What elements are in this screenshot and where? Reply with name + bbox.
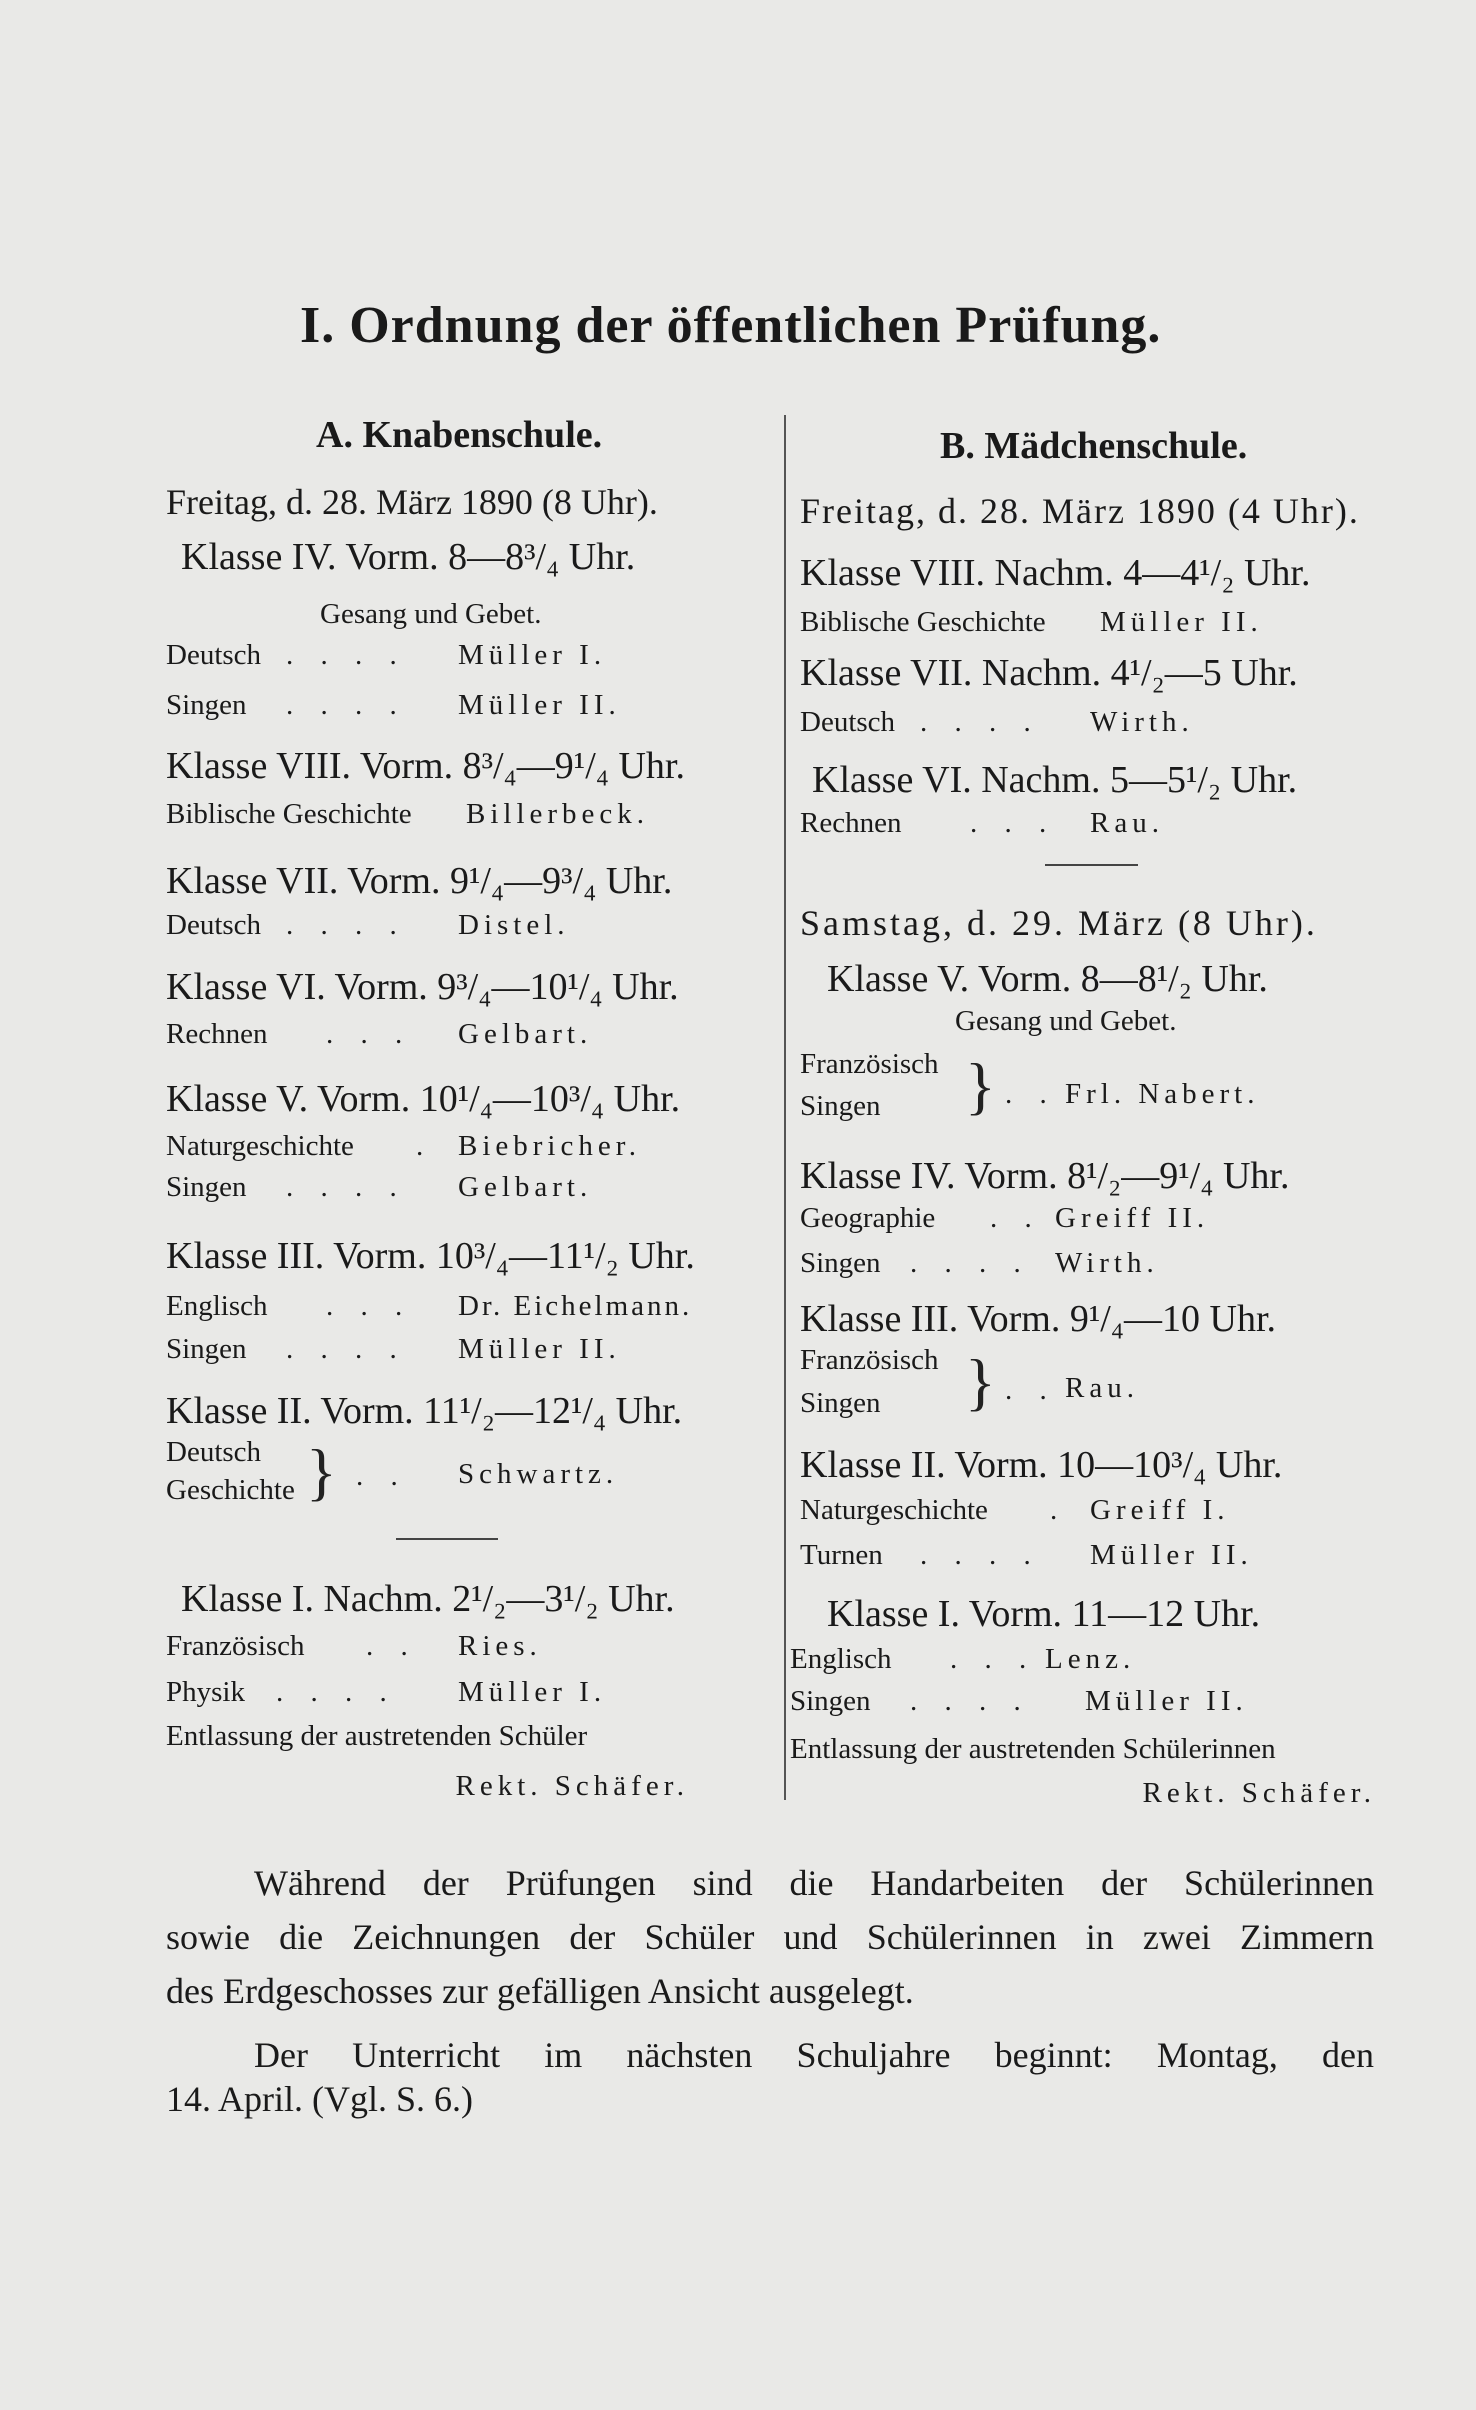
subject-row [800, 1541, 1400, 1570]
subject: Singen [800, 1247, 881, 1279]
teacher: Müller II. [1085, 1685, 1248, 1717]
subject-row [800, 608, 1400, 637]
dot-leader: . [1050, 1494, 1068, 1526]
subject: Englisch [790, 1643, 892, 1675]
subject-row [166, 1335, 766, 1364]
class-heading: Klasse VIII. Vorm. 8³/₄—9¹/₄ Uhr. [166, 745, 685, 787]
class-heading: Klasse VII. Nachm. 4¹/₂—5 Uhr. [800, 652, 1298, 694]
dot-leader: . [416, 1130, 434, 1162]
subject-row [166, 1678, 766, 1707]
teacher: Wirth. [1055, 1247, 1159, 1279]
dot-leader: . . . [950, 1643, 1037, 1675]
subject-row [166, 911, 766, 940]
class-heading: Klasse IV. Vorm. 8¹/₂—9¹/₄ Uhr. [800, 1155, 1290, 1197]
subject: Englisch [166, 1290, 268, 1322]
teacher: Ries. [458, 1630, 542, 1662]
class-heading: Klasse II. Vorm. 11¹/₂—12¹/₄ Uhr. [166, 1390, 683, 1432]
dot-leader: . . . . [286, 1171, 407, 1203]
opening-note: Gesang und Gebet. [320, 598, 542, 630]
dismissal-line: Entlassung der austretenden Schülerinnen [790, 1733, 1276, 1765]
teacher: Müller I. [458, 639, 607, 671]
section-rule [396, 1538, 498, 1540]
dot-leader: . . [356, 1460, 408, 1492]
teacher: Gelbart. [458, 1171, 593, 1203]
class-heading: Klasse II. Vorm. 10—10³/₄ Uhr. [800, 1444, 1283, 1486]
subject-row [790, 1687, 1390, 1716]
dot-leader: . . . . [920, 1539, 1041, 1571]
subject: Rechnen [800, 807, 902, 839]
page-title: I. Ordnung der öffentlichen Prüfung. [300, 297, 1162, 354]
subject-row [166, 691, 766, 720]
dot-leader: . . [1005, 1078, 1057, 1110]
subject: Physik [166, 1676, 245, 1708]
class-heading: Klasse III. Vorm. 9¹/₄—10 Uhr. [800, 1298, 1277, 1340]
teacher: Müller II. [458, 1333, 621, 1365]
subject: Französisch [166, 1630, 305, 1662]
dismissal-line: Entlassung der austretenden Schüler [166, 1720, 588, 1752]
note-paragraph-line: sowie die Zeichnungen der Schüler und Schülerinnen in zwei Zimmern [166, 1917, 1374, 1957]
class-heading: Klasse VI. Vorm. 9³/₄—10¹/₄ Uhr. [166, 966, 679, 1008]
dot-leader: . . . . [286, 639, 407, 671]
class-heading: Klasse I. Nachm. 2¹/₂—3¹/₂ Uhr. [181, 1578, 675, 1620]
subject-row [166, 1132, 766, 1161]
exam-date: Freitag, d. 28. März 1890 (8 Uhr). [166, 482, 658, 522]
dot-leader: . . . . [286, 689, 407, 721]
dot-leader: . . . . [276, 1676, 397, 1708]
subject: Singen [800, 1387, 881, 1419]
teacher: Billerbeck. [466, 798, 650, 830]
subject: Französisch [800, 1048, 939, 1080]
class-heading: Klasse V. Vorm. 8—8¹/₂ Uhr. [827, 958, 1268, 1000]
note-paragraph-line: Der Unterricht im nächsten Schuljahre beginnt: Montag, den [254, 2035, 1374, 2075]
dismissal-signatory: Rekt. Schäfer. [1142, 1777, 1376, 1809]
teacher: Schwartz. [458, 1458, 619, 1490]
subject: Deutsch [800, 706, 896, 738]
dot-leader: . . [1005, 1374, 1057, 1406]
subject: Deutsch [166, 1436, 262, 1468]
teacher: Müller I. [458, 1676, 607, 1708]
subject: Deutsch [166, 909, 262, 941]
subject: Naturgeschichte [800, 1494, 988, 1526]
brace-icon: } [965, 1346, 996, 1417]
brace-icon: } [306, 1436, 337, 1507]
brace-icon: } [965, 1050, 996, 1121]
subject-row [166, 1632, 766, 1661]
section-heading-boys: A. Knabenschule. [316, 414, 603, 456]
subject-row [166, 1292, 766, 1321]
teacher: Lenz. [1045, 1643, 1136, 1675]
subject: Französisch [800, 1344, 939, 1376]
subject-row [800, 1204, 1400, 1233]
teacher: Rau. [1065, 1372, 1139, 1404]
dot-leader: . . . [326, 1290, 413, 1322]
teacher: Müller II. [458, 689, 621, 721]
subject-row [800, 1346, 1400, 1426]
dot-leader: . . . . [920, 706, 1041, 738]
subject: Geographie [800, 1202, 936, 1234]
section-heading-girls: B. Mädchenschule. [940, 425, 1248, 467]
dot-leader: . . . . [286, 909, 407, 941]
subject-row [800, 809, 1400, 838]
dot-leader: . . [990, 1202, 1042, 1234]
dot-leader: . . [366, 1630, 418, 1662]
class-heading: Klasse VI. Nachm. 5—5¹/₂ Uhr. [812, 759, 1298, 801]
dot-leader: . . . [970, 807, 1057, 839]
subject: Singen [166, 1171, 247, 1203]
teacher: Dr. Eichelmann. [458, 1290, 693, 1322]
dismissal-signatory: Rekt. Schäfer. [455, 1770, 689, 1802]
class-heading: Klasse VIII. Nachm. 4—4¹/₂ Uhr. [800, 552, 1311, 594]
subject-row [800, 1050, 1400, 1130]
subject: Naturgeschichte [166, 1130, 354, 1162]
subject-row [166, 1173, 766, 1202]
teacher: Müller II. [1100, 606, 1263, 638]
exam-date: Freitag, d. 28. März 1890 (4 Uhr). [800, 491, 1360, 531]
opening-note: Gesang und Gebet. [955, 1005, 1177, 1037]
teacher: Greiff I. [1090, 1494, 1230, 1526]
subject: Biblische Geschichte [166, 798, 412, 830]
subject: Geschichte [166, 1474, 295, 1506]
subject: Turnen [800, 1539, 883, 1571]
section-rule [1045, 864, 1138, 866]
exam-date: Samstag, d. 29. März (8 Uhr). [800, 903, 1318, 943]
dot-leader: . . . . [286, 1333, 407, 1365]
teacher: Rau. [1090, 807, 1164, 839]
subject-row [166, 1438, 766, 1518]
subject-row [800, 1496, 1400, 1525]
note-paragraph-line: 14. April. (Vgl. S. 6.) [166, 2079, 474, 2119]
class-heading: Klasse V. Vorm. 10¹/₄—10³/₄ Uhr. [166, 1078, 681, 1120]
teacher: Distel. [458, 909, 570, 941]
teacher: Biebricher. [458, 1130, 642, 1162]
subject: Singen [166, 1333, 247, 1365]
dot-leader: . . . [326, 1018, 413, 1050]
subject-row [166, 1020, 766, 1049]
dot-leader: . . . . [910, 1685, 1031, 1717]
subject: Singen [790, 1685, 871, 1717]
class-heading: Klasse IV. Vorm. 8—8³/₄ Uhr. [181, 536, 636, 578]
subject: Singen [166, 689, 247, 721]
note-paragraph-line: Während der Prüfungen sind die Handarbeiten der Schülerinnen [254, 1863, 1374, 1903]
teacher: Gelbart. [458, 1018, 593, 1050]
subject-row [800, 1249, 1400, 1278]
teacher: Frl. Nabert. [1065, 1078, 1260, 1110]
subject-row [790, 1645, 1390, 1674]
dot-leader: . . . . [910, 1247, 1031, 1279]
class-heading: Klasse III. Vorm. 10³/₄—11¹/₂ Uhr. [166, 1235, 695, 1277]
subject-row [166, 641, 766, 670]
class-heading: Klasse I. Vorm. 11—12 Uhr. [827, 1593, 1261, 1635]
teacher: Greiff II. [1055, 1202, 1210, 1234]
subject-row [166, 800, 766, 829]
class-heading: Klasse VII. Vorm. 9¹/₄—9³/₄ Uhr. [166, 860, 673, 902]
note-paragraph-line: des Erdgeschosses zur gefälligen Ansicht ausgelegt. [166, 1971, 914, 2011]
subject-row [800, 708, 1400, 737]
subject: Biblische Geschichte [800, 606, 1046, 638]
teacher: Wirth. [1090, 706, 1194, 738]
subject: Singen [800, 1090, 881, 1122]
column-divider [784, 415, 786, 1800]
teacher: Müller II. [1090, 1539, 1253, 1571]
subject: Rechnen [166, 1018, 268, 1050]
subject: Deutsch [166, 639, 262, 671]
